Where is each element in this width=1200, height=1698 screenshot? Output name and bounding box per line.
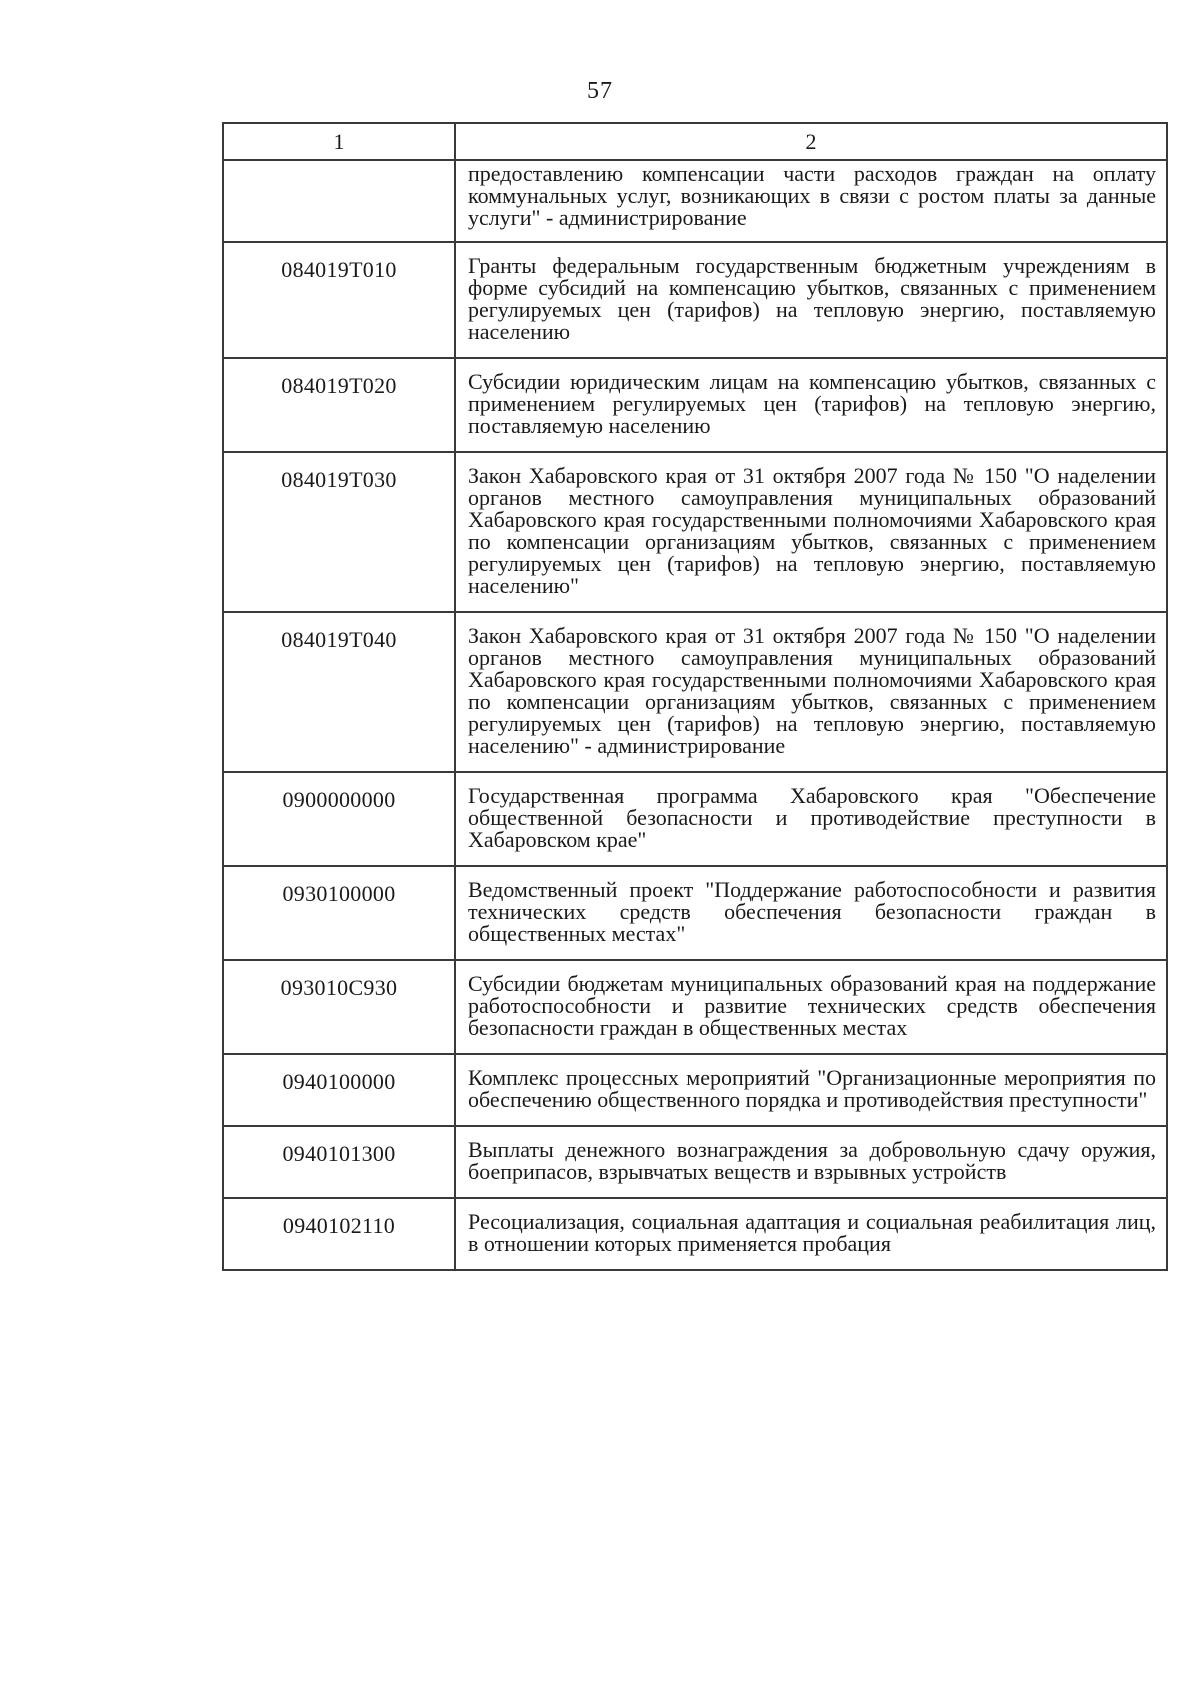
table-row <box>223 358 1167 452</box>
row-description: Государственная программа Хабаровского края "Обеспечение общественной безопасности и противодействие преступности в Хабаровском крае" <box>455 772 1167 866</box>
column-header-code: 1 <box>223 123 455 160</box>
row-code: 084019Т040 <box>223 612 455 772</box>
row-code: 0930100000 <box>223 866 455 960</box>
table-row <box>223 960 1167 1054</box>
row-description: Субсидии юридическим лицам на компенсацию убытков, связанных с применением регулируемых цен (тарифов) на тепловую энергию, поставляемую населению <box>455 358 1167 452</box>
row-code: 0940101300 <box>223 1126 455 1198</box>
row-code: 0940102110 <box>223 1198 455 1270</box>
row-description: Комплекс процессных мероприятий "Организационные мероприятия по обеспечению общественного порядка и противодействия преступности" <box>455 1054 1167 1126</box>
table-row <box>223 1054 1167 1126</box>
page-number: 57 <box>587 78 613 104</box>
row-description: Ресоциализация, социальная адаптация и социальная реабилитация лиц, в отношении которых применяется пробация <box>455 1198 1167 1270</box>
table-row <box>223 452 1167 612</box>
row-description: Закон Хабаровского края от 31 октября 2007 года № 150 "О наделении органов местного самоуправления муниципальных образований Хабаровского края государственными полномочиями Хабаровского края по компенсации организациям убытков, связанных с применением регулируемых цен (тарифов) на тепловую энергию, поставляемую населению" - администрирование <box>455 612 1167 772</box>
row-code: 0940100000 <box>223 1054 455 1126</box>
row-code: 084019Т030 <box>223 452 455 612</box>
row-description: Закон Хабаровского края от 31 октября 2007 года № 150 "О наделении органов местного самоуправления муниципальных образований Хабаровского края государственными полномочиями Хабаровского края по компенсации организациям убытков, связанных с применением регулируемых цен (тарифов) на тепловую энергию, поставляемую населению" <box>455 452 1167 612</box>
row-description: Ведомственный проект "Поддержание работоспособности и развития технических средств обеспечения безопасности граждан в общественных местах" <box>455 866 1167 960</box>
table-row <box>223 160 1167 242</box>
row-code: 0900000000 <box>223 772 455 866</box>
row-description: Гранты федеральным государственным бюджетным учреждениям в форме субсидий на компенсацию убытков, связанных с применением регулируемых цен (тарифов) на тепловую энергию, поставляемую населению <box>455 242 1167 358</box>
table-row <box>223 612 1167 772</box>
row-description: Субсидии бюджетам муниципальных образований края на поддержание работоспособности и развитие технических средств обеспечения безопасности граждан в общественных местах <box>455 960 1167 1054</box>
table-row <box>223 772 1167 866</box>
row-code: 084019Т010 <box>223 242 455 358</box>
table-row <box>223 1126 1167 1198</box>
table-row <box>223 242 1167 358</box>
row-description: предоставлению компенсации части расходов граждан на оплату коммунальных услуг, возникающих в связи с ростом платы за данные услуги" - администрирование <box>455 160 1167 242</box>
row-code: 093010С930 <box>223 960 455 1054</box>
row-description: Выплаты денежного вознаграждения за добровольную сдачу оружия, боеприпасов, взрывчатых веществ и взрывных устройств <box>455 1126 1167 1198</box>
budget-classification-table <box>222 122 1168 1271</box>
row-code <box>223 160 455 242</box>
table-header-row <box>223 123 1167 160</box>
row-code: 084019Т020 <box>223 358 455 452</box>
table-row <box>223 1198 1167 1270</box>
table-row <box>223 866 1167 960</box>
column-header-description: 2 <box>455 123 1167 160</box>
